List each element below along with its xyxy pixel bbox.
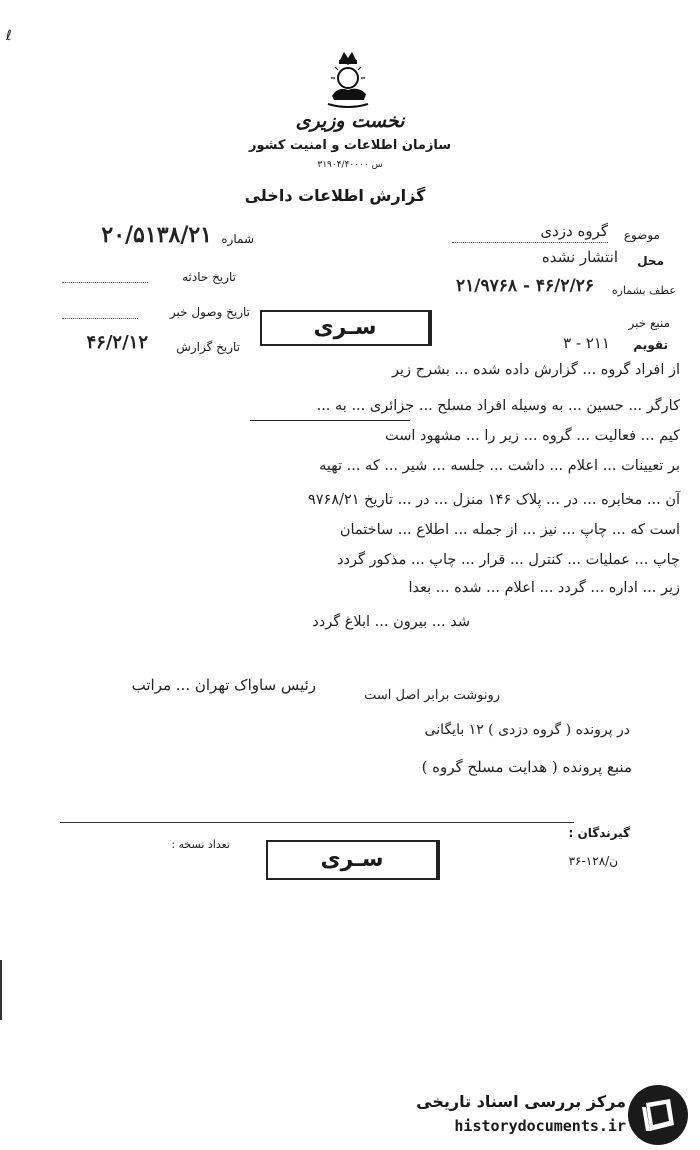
body-line-5: آن ... مخابره ... در ... پلاک ۱۴۶ منزل ... در ... تاریخ ۹۷۶۸/۲۱ — [307, 492, 680, 508]
org-department: سازمان اطلاعات و امنیت کشور — [248, 138, 452, 153]
binding-edge — [0, 960, 2, 1020]
source-label: منبع خبر — [628, 316, 670, 330]
note-bottom-3: منبع پرونده ( هدایت مسلح گروه ) — [421, 758, 632, 776]
document-title: گزارش اطلاعات داخلی — [244, 186, 426, 205]
lion-and-sun-emblem-icon — [322, 48, 374, 108]
evaluation-label: تقویم — [633, 338, 668, 352]
classification-text: سـری — [313, 315, 377, 340]
archive-name: مرکز بررسی اسناد تاریخی — [416, 1092, 626, 1111]
classification-stamp-top — [260, 310, 432, 346]
org-code: س ۳۱۹۰۴/۴۰۰۰۰ — [317, 160, 383, 170]
note-bottom-2: در پرونده ( گروه دزدی ) ۱۲ بایگانی — [424, 722, 630, 738]
body-line-4: بر تعیینات ... اعلام ... داشت ... جلسه ... شیر ... که ... تهیه — [319, 458, 680, 474]
body-line-7: چاپ ... عملیات ... کنترل ... قرار ... چاپ ... مذکور گردد — [337, 552, 680, 568]
news-receipt-date-label: تاریخ وصول خبر — [169, 305, 250, 319]
recipients-label: گیرندگان : — [568, 826, 630, 840]
archive-logo-icon — [628, 1085, 688, 1145]
corner-mark: ℓ — [6, 28, 12, 44]
body-line-1: از افراد گروه ... گزارش داده شده ... بشرح زیر — [391, 362, 680, 378]
note-center: رئیس ساواک تهران ... مراتب — [131, 676, 316, 694]
classification-stamp-bottom — [266, 840, 440, 880]
incident-date-line — [62, 282, 148, 283]
subject-label: موضوع — [623, 228, 660, 242]
body-line-2: کارگر ... حسین ... به وسیله افراد مسلح ... جزائری ... به ... — [316, 398, 680, 414]
report-date-label: تاریخ گزارش — [176, 340, 240, 354]
archive-url[interactable]: historydocuments.ir — [454, 1117, 626, 1135]
subject-value: گروه دزدی — [540, 222, 608, 240]
body-line-6: است که ... چاپ ... نیز ... از جمله ... اطلاع ... ساختمان — [339, 522, 680, 538]
underline-mark — [250, 420, 410, 421]
archive-book-icon — [628, 1085, 688, 1145]
recipients-value: ۳۶-۱۲۸/ن — [568, 854, 618, 868]
org-name: نخست وزیری — [295, 110, 405, 132]
footer-divider — [60, 822, 574, 823]
location-label: محل — [637, 254, 664, 268]
subject-line — [452, 242, 608, 243]
evaluation-value: ۳ - ۲۱۱ — [563, 334, 610, 352]
number-value: ۲۰/۵۱۳۸/۲۱ — [101, 222, 212, 248]
news-receipt-date-line — [62, 318, 138, 319]
note-bottom-1: رونوشت برابر اصل است — [364, 688, 500, 703]
copies-label: تعداد نسخه : — [171, 838, 230, 851]
body-line-8: زیر ... اداره ... گردد ... اعلام ... شده ... بعدا — [408, 580, 680, 596]
reference-value: ۲۱/۹۷۶۸ - ۴۶/۲/۲۶ — [456, 276, 594, 296]
body-line-3: کیم ... فعالیت ... گروه ... زیر را ... مشهود است — [384, 428, 680, 444]
report-date-value: ۴۶/۲/۱۲ — [86, 332, 148, 353]
body-line-9: شد ... بیرون ... ابلاغ گردد — [312, 614, 470, 630]
number-label: شماره — [221, 232, 254, 246]
classification-text-bottom: سـری — [320, 847, 384, 872]
location-value: انتشار نشده — [541, 248, 618, 266]
incident-date-label: تاریخ حادثه — [182, 270, 236, 284]
reference-label: عطف بشماره — [611, 284, 676, 297]
